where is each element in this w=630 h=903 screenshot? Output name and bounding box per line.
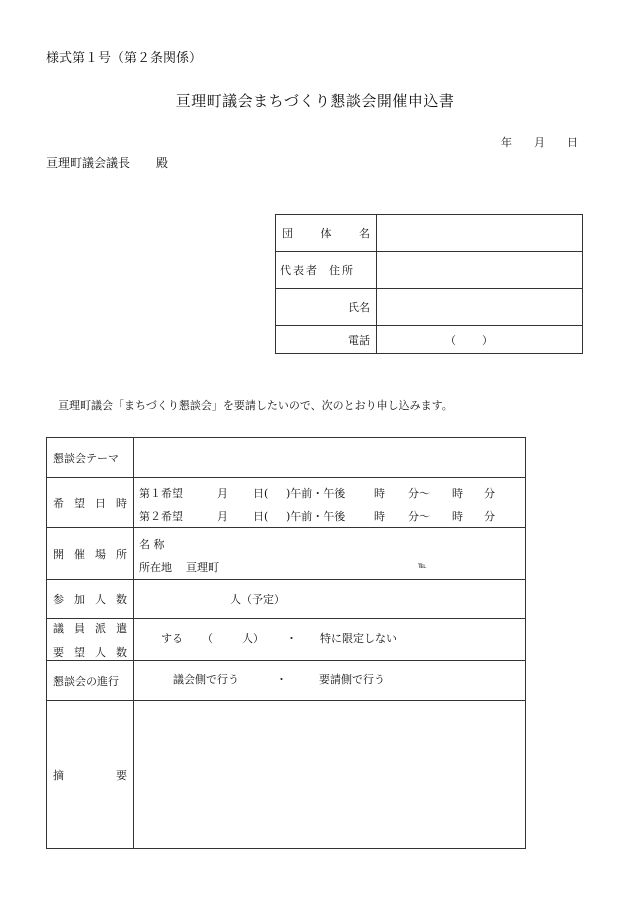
wish-hour-start: 時 [374, 486, 385, 500]
theme-label-text: 懇談会テーマ [53, 451, 119, 465]
dispatch-label [47, 619, 134, 661]
dispatch-option-do[interactable]: する [161, 632, 183, 645]
wish-label-char: 希 [53, 496, 64, 510]
phone-open-paren: （ [445, 333, 456, 347]
venue-label [47, 528, 134, 580]
address-label: 住所 [329, 264, 355, 277]
dispatch-option-none[interactable]: 特に限定しない [320, 632, 397, 645]
proceeding-label-text: 懇談会の進行 [53, 674, 119, 688]
applicant-table [275, 214, 583, 354]
summary-label-char: 摘 [53, 768, 64, 782]
representative-address-label [276, 252, 377, 289]
request-details-table [46, 437, 526, 849]
group-name-char: 体 [320, 227, 332, 240]
addressee-honorific: 殿 [156, 156, 169, 170]
wish-row-second [134, 508, 525, 521]
theme-label [47, 438, 134, 478]
venue-field[interactable] [134, 528, 526, 580]
dispatch-label-char: 望 [74, 645, 85, 659]
date-month: 月 [534, 136, 545, 149]
summary-field[interactable] [134, 701, 526, 849]
participants-field[interactable] [134, 580, 526, 619]
wish-hour-end: 時 [452, 509, 463, 523]
dispatch-label-char: 要 [53, 645, 64, 659]
dispatch-person-unit: 人） [242, 632, 264, 645]
theme-field[interactable] [134, 438, 526, 478]
group-name-field[interactable] [377, 215, 583, 252]
group-name-char: 団 [282, 227, 293, 240]
name-label: 氏名 [276, 289, 377, 326]
dispatch-label-char: 人 [95, 645, 106, 659]
request-statement: 亘理町議会「まちづくり懇談会」を要請したいので、次のとおり申し込みます。 [58, 399, 453, 412]
date-year: 年 [501, 136, 512, 149]
venue-label-char: 開 [53, 547, 64, 561]
wish-minute-end: 分 [484, 509, 495, 523]
wish-label-char: 日 [95, 496, 106, 510]
addressee-name: 亘理町議会議長 [46, 156, 131, 170]
wish-minute-start: 分〜 [408, 509, 430, 523]
venue-label-char: 場 [95, 547, 106, 561]
wish-month: 月 [217, 486, 228, 500]
participants-label-char: 加 [74, 593, 85, 606]
date-line [501, 137, 578, 148]
venue-label-char: 所 [116, 547, 127, 561]
venue-address-label: 所在地 [139, 560, 172, 574]
dispatch-label-char: 数 [116, 645, 127, 659]
proceeding-option-requester[interactable]: 要請側で行う [319, 673, 385, 686]
wish-datetime-label [47, 478, 134, 528]
participants-unit: 人（予定） [230, 593, 285, 606]
proceeding-field[interactable] [134, 661, 526, 701]
date-day: 日 [567, 136, 578, 149]
group-name-label [276, 215, 377, 252]
dispatch-label-char: 議 [53, 621, 64, 635]
summary-label [47, 701, 134, 849]
wish-minute-start: 分〜 [408, 486, 430, 500]
wish-hour-start: 時 [374, 509, 385, 523]
participants-label-char: 数 [116, 593, 127, 606]
venue-name-line [134, 536, 525, 549]
participants-label [47, 580, 134, 619]
participants-label-char: 人 [95, 593, 106, 606]
wish-rank: 第１希望 [139, 486, 183, 500]
dispatch-label-char: 遣 [116, 621, 127, 635]
phone-label: 電話 [276, 326, 377, 354]
representative-address-field[interactable] [377, 252, 583, 289]
dispatch-label-char: 派 [95, 621, 106, 635]
participants-label-char: 参 [53, 593, 64, 606]
wish-day: 日( [253, 486, 269, 500]
proceeding-separator: ・ [276, 673, 287, 686]
wish-ampm: )午前・午後 [286, 486, 346, 500]
wish-ampm: )午前・午後 [286, 509, 346, 523]
dispatch-separator: ・ [286, 632, 297, 645]
wish-datetime-field[interactable] [134, 478, 526, 528]
phone-close-paren: ） [482, 333, 493, 347]
venue-address-line [134, 559, 525, 572]
dispatch-label-char: 員 [74, 621, 85, 635]
wish-label-char: 望 [74, 496, 85, 510]
proceeding-option-council[interactable]: 議会側で行う [173, 673, 239, 686]
group-name-char: 名 [359, 227, 370, 240]
venue-name-label: 名 称 [139, 537, 165, 551]
wish-day: 日( [253, 509, 269, 523]
document-title: 亘理町議会まちづくり懇談会開催申込書 [175, 92, 455, 110]
wish-rank: 第２希望 [139, 509, 183, 523]
wish-hour-end: 時 [452, 486, 463, 500]
wish-month: 月 [217, 509, 228, 523]
wish-minute-end: 分 [484, 486, 495, 500]
proceeding-label [47, 661, 134, 701]
venue-label-char: 催 [74, 547, 85, 561]
venue-town: 亘理町 [186, 560, 219, 574]
wish-row-first [134, 485, 525, 498]
form-number: 様式第１号（第２条関係） [46, 51, 203, 66]
representative-label: 代表者 [280, 264, 319, 277]
wish-label-char: 時 [116, 496, 127, 510]
summary-label-char: 要 [116, 768, 127, 782]
venue-tel-mark: ℡ [418, 560, 427, 570]
name-field[interactable] [377, 289, 583, 326]
phone-field[interactable] [377, 326, 583, 354]
dispatch-open-paren: （ [202, 632, 213, 645]
addressee [46, 157, 168, 169]
dispatch-field[interactable] [134, 619, 526, 661]
